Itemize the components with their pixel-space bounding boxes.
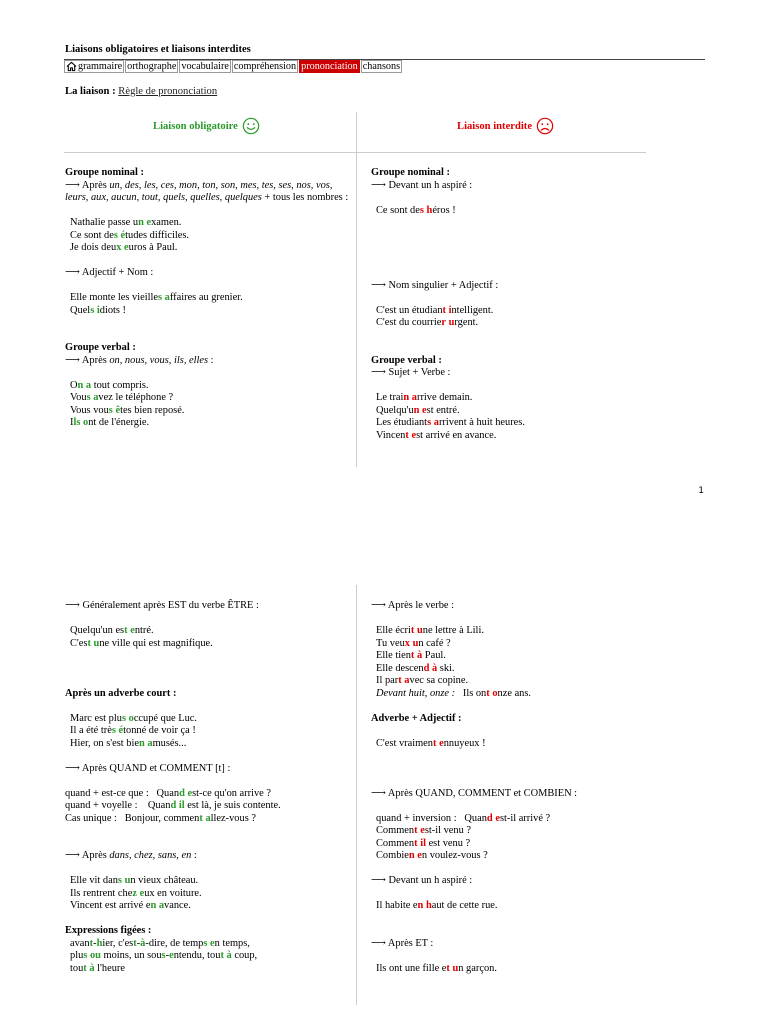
page-number: 1 [698, 486, 704, 496]
rule-text: ⟶ Après on, nous, vous, ils, elles : [65, 354, 214, 366]
column-title-text: Liaison interdite [457, 120, 533, 132]
example: C'est vraiment ennuyeux ! [376, 737, 486, 749]
example: Elle écrit une lettre à Lili. [376, 625, 484, 636]
example: Comment est-il venu ? [376, 825, 471, 836]
section-title: Groupe nominal : [371, 167, 450, 178]
nav-tab-grammaire[interactable] [64, 60, 124, 73]
example: C'est un étudiant intelligent. [376, 304, 494, 316]
column-divider [356, 112, 357, 467]
example: Nathalie passe un examen. [70, 217, 182, 228]
example: Devant huit, onze : Ils ont onze ans. [376, 687, 532, 699]
example: Hier, on s'est bien amusés... [70, 737, 187, 749]
nav-tab-comprehension[interactable]: compréhension [233, 60, 297, 72]
rule-text: ⟶ Après un, des, les, ces, mon, ton, son, mes, tes, ses, nos, vos, leurs, aux, aucun, tout, quels, quelles, quelques + tous les nombres : [65, 179, 349, 203]
example: Elle vit dans un vieux château. [70, 875, 199, 886]
example: Comment il est venu ? [376, 837, 471, 849]
example: tout à l'heure [70, 962, 125, 974]
section-title: Expressions figées : [65, 925, 152, 936]
header-row-divider [64, 152, 646, 153]
example: Elle monte les vieilles affaires au grenier. [70, 292, 243, 303]
example: Quelqu'un est entré. [70, 625, 154, 636]
liaison-rule-link[interactable]: Règle de prononciation [118, 86, 218, 97]
rule-text: ⟶ Nom singulier + Adjectif : [371, 279, 499, 291]
rule-text: ⟶ Après QUAND et COMMENT [t] : [65, 762, 231, 774]
example: Vincent est arrivé en avance. [376, 429, 497, 441]
nav-tab-prononciation[interactable]: prononciation [301, 60, 358, 72]
example: Il a été très étonné de voir ça ! [70, 725, 196, 736]
section-title: Adverbe + Adjectif : [371, 712, 462, 724]
rule-text: ⟶ Après le verbe : [371, 600, 454, 611]
example: quand + inversion : Quand est-il arrivé ? [376, 812, 551, 824]
nav-bar [64, 60, 403, 73]
nav-tab-orthographe[interactable]: orthographe [127, 60, 177, 72]
column-divider [356, 585, 357, 1005]
example: Ils ont une fille et un garçon. [376, 962, 497, 974]
left-column-page1 [65, 167, 350, 430]
example: quand + voyelle : Quand il est là, je suis contente. [65, 800, 281, 811]
rule-text: ⟶ Sujet + Verbe : [371, 367, 451, 378]
rule-text: ⟶ Adjectif + Nom : [65, 267, 154, 278]
nav-tab-chansons[interactable]: chansons [362, 60, 401, 72]
home-icon[interactable] [66, 61, 77, 72]
section-title: Groupe verbal : [65, 342, 136, 353]
example: Ce sont des études difficiles. [70, 229, 190, 241]
right-column-page2 [371, 600, 651, 975]
example: Marc est plus occupé que Luc. [70, 712, 197, 724]
example: Je dois deux euros à Paul. [70, 242, 178, 253]
column-title-interdite [457, 117, 554, 135]
example: quand + est-ce que : Quand est-ce qu'on arrive ? [65, 787, 271, 799]
column-title-obligatoire [153, 117, 260, 135]
rule-text: ⟶ Devant un h aspiré : [371, 875, 473, 886]
example: Le train arrive demain. [376, 392, 473, 403]
left-column-page2 [65, 600, 350, 975]
example: Quels idiots ! [70, 304, 127, 316]
liaison-heading [65, 86, 217, 97]
example: Combien en voulez-vous ? [376, 850, 488, 861]
page-title: Liaisons obligatoires et liaisons interdites [65, 44, 251, 55]
rule-text: ⟶ Après ET : [371, 937, 434, 949]
example: Quelqu'un est entré. [376, 404, 460, 416]
rule-text: ⟶ Après QUAND, COMMENT et COMBIEN : [371, 787, 578, 799]
example: Vincent est arrivé en avance. [70, 900, 191, 911]
example: Vous avez le téléphone ? [70, 392, 174, 403]
rule-text: ⟶ Généralement après EST du verbe ÊTRE : [65, 600, 259, 611]
section-title: Groupe verbal : [371, 354, 442, 366]
liaison-label: La liaison : [65, 86, 116, 97]
rule-text: ⟶ Devant un h aspiré : [371, 179, 473, 191]
example: avant-hier, c'est-à-dire, de temps en temps, [70, 937, 250, 949]
example: Les étudiants arrivent à huit heures. [376, 417, 525, 428]
example: C'est une ville qui est magnifique. [70, 637, 213, 649]
example: C'est du courrier urgent. [376, 317, 479, 328]
example: Vous vous êtes bien reposé. [70, 404, 185, 416]
example: plus ou moins, un sous-entendu, tout à coup, [70, 950, 258, 961]
example: Ils rentrent chez eux en voiture. [70, 887, 202, 899]
nav-tab-label: grammaire [78, 60, 123, 72]
column-title-text: Liaison obligatoire [153, 120, 238, 132]
example: Tu veux un café ? [376, 637, 451, 649]
example: Cas unique : Bonjour, comment allez-vous ? [65, 812, 256, 824]
example: Elle tient à Paul. [376, 650, 446, 661]
example: Il habite en haut de cette rue. [376, 900, 498, 911]
example: Il part avec sa copine. [376, 675, 469, 686]
example: Ils ont de l'énergie. [70, 417, 150, 428]
example: Elle descend à ski. [376, 662, 455, 674]
right-column-page1 [371, 167, 651, 442]
example: Ce sont des héros ! [376, 204, 456, 216]
nav-tab-vocabulaire[interactable]: vocabulaire [181, 60, 229, 72]
smiley-icon [242, 117, 260, 135]
example: On a tout compris. [70, 379, 149, 391]
frown-icon [536, 117, 554, 135]
rule-text: ⟶ Après dans, chez, sans, en : [65, 850, 197, 861]
section-title: Groupe nominal : [65, 167, 144, 178]
section-title: Après un adverbe court : [65, 687, 177, 699]
